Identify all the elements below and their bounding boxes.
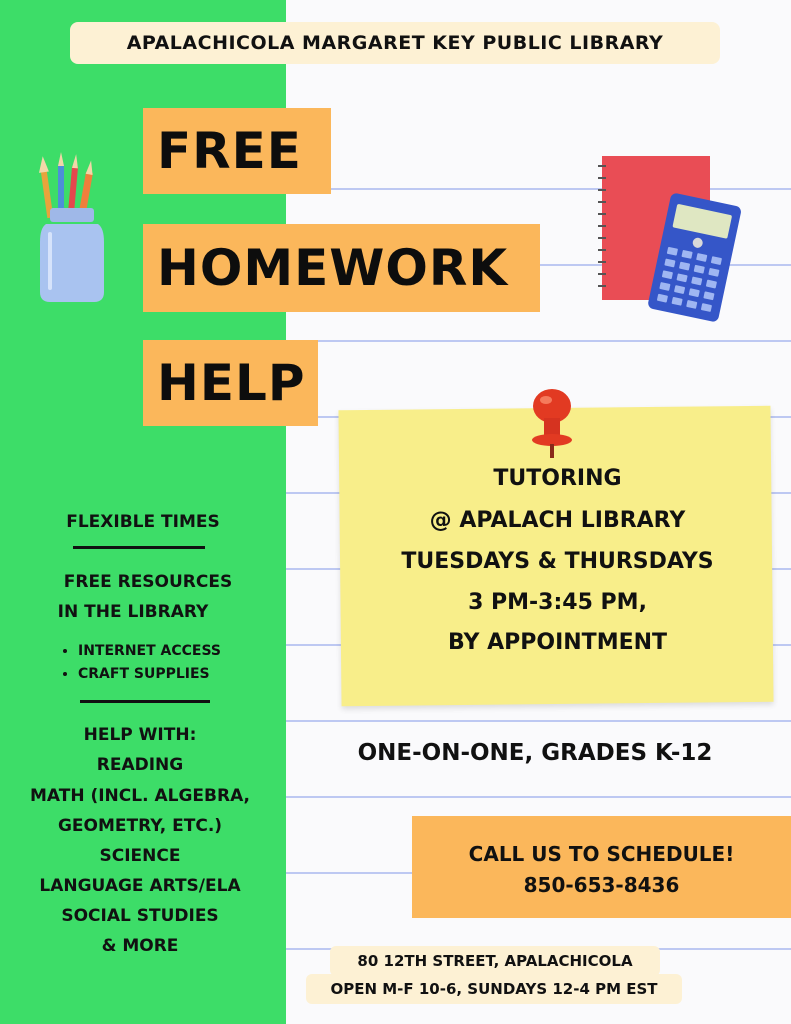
subject-item: SOCIAL STUDIES [61, 906, 219, 926]
note-line: @ APALACH LIBRARY [429, 508, 686, 533]
subject-item: LANGUAGE ARTS/ELA [39, 876, 241, 896]
divider [80, 700, 210, 703]
note-line: TUTORING [493, 466, 622, 491]
subject-item: SCIENCE [99, 846, 181, 866]
flexible-times-label: FLEXIBLE TIMES [66, 512, 220, 532]
note-line: 3 PM-3:45 PM, [468, 590, 647, 615]
divider [73, 546, 205, 549]
paper-rule [286, 796, 791, 798]
note-line: BY APPOINTMENT [447, 630, 668, 655]
pencil-jar-icon [32, 150, 112, 310]
notebook-calculator-icon [592, 150, 742, 330]
subject-item: MATH (INCL. ALGEBRA, [29, 786, 251, 806]
subject-item: READING [96, 755, 184, 775]
list-item: • INTERNET ACCESS [78, 640, 221, 663]
address-text: 80 12TH STREET, APALACHICOLA [330, 946, 660, 976]
subject-item: & MORE [101, 936, 179, 956]
push-pin-icon [524, 384, 580, 464]
call-to-schedule-text: CALL US TO SCHEDULE! [468, 842, 735, 866]
list-item: • CRAFT SUPPLIES [78, 663, 221, 686]
paper-rule [286, 720, 791, 722]
phone-number: 850-653-8436 [523, 873, 680, 897]
title-help: HELP [143, 340, 318, 426]
paper-rule [286, 340, 791, 342]
free-resources-label: FREE RESOURCES [63, 572, 233, 592]
call-to-action-box [412, 816, 791, 918]
resources-list [60, 640, 221, 686]
library-name-banner: APALACHICOLA MARGARET KEY PUBLIC LIBRARY [70, 22, 720, 64]
hours-text: OPEN M-F 10-6, SUNDAYS 12-4 PM EST [306, 974, 682, 1004]
note-line: TUESDAYS & THURSDAYS [401, 549, 714, 574]
title-homework: HOMEWORK [143, 224, 540, 312]
subject-item: GEOMETRY, ETC.) [57, 816, 223, 836]
title-free: FREE [143, 108, 331, 194]
grades-label: ONE-ON-ONE, GRADES K-12 [357, 740, 713, 766]
in-library-label: IN THE LIBRARY [57, 602, 209, 622]
help-with-heading: HELP WITH: [83, 725, 197, 745]
